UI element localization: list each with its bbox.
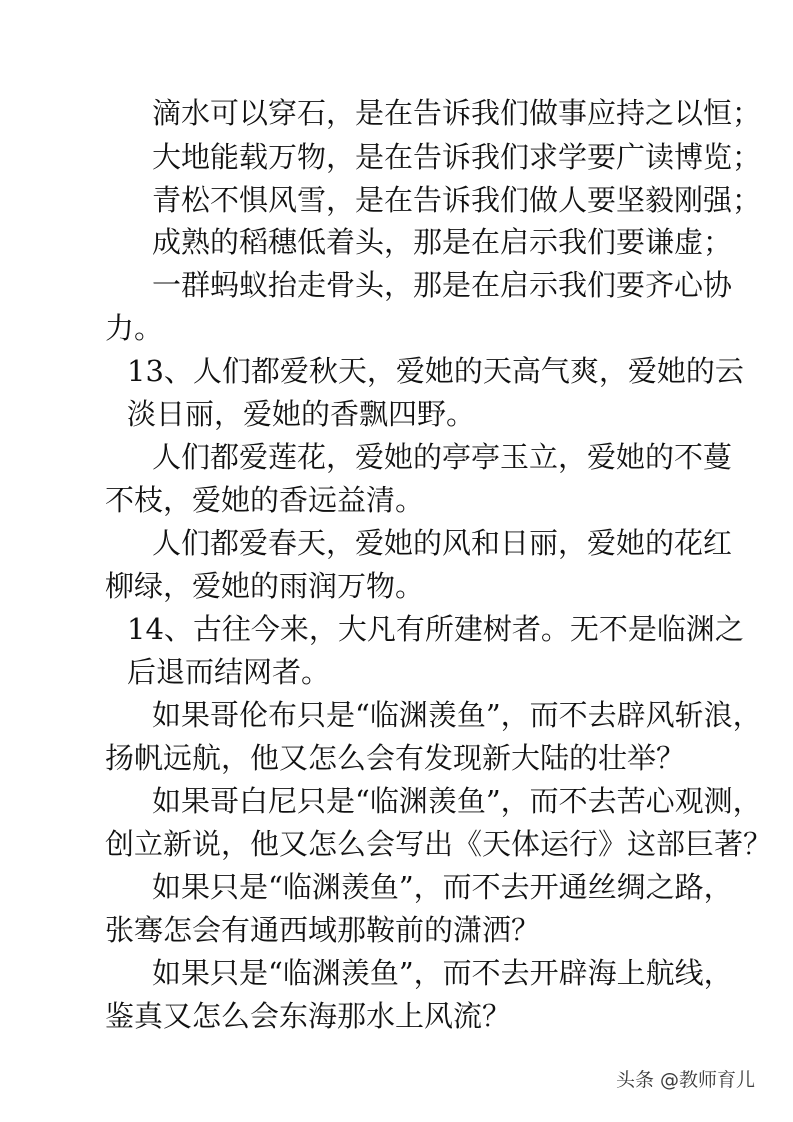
text-line: 柳绿，爱她的雨润万物。	[105, 569, 425, 603]
text-line: 青松不惧风雪，是在告诉我们做人要坚毅刚强；	[152, 183, 762, 217]
text-line: 如果只是“临渊羡鱼”，而不去开通丝绸之路，	[152, 870, 733, 904]
text-line: 后退而结网者。	[127, 655, 331, 689]
text-line: 如果只是“临渊羡鱼”，而不去开辟海上航线，	[152, 956, 733, 990]
text-line: 13、人们都爱秋天，爱她的天高气爽，爱她的云	[127, 354, 744, 388]
text-line: 人们都爱莲花，爱她的亭亭玉立，爱她的不蔓	[152, 440, 733, 474]
text-line: 不枝，爱她的香远益清。	[105, 483, 425, 517]
text-line: 鉴真又怎么会东海那水上风流？	[105, 999, 512, 1033]
text-line: 如果哥白尼只是“临渊羡鱼”，而不去苦心观测，	[152, 784, 762, 818]
text-line: 大地能载万物，是在告诉我们求学要广读博览；	[152, 140, 762, 174]
text-line: 淡日丽，爱她的香飘四野。	[127, 397, 476, 431]
text-line: 扬帆远航，他又怎么会有发现新大陆的壮举？	[105, 741, 686, 775]
text-line: 一群蚂蚁抬走骨头，那是在启示我们要齐心协	[152, 268, 733, 302]
text-line: 如果哥伦布只是“临渊羡鱼”，而不去辟风斩浪，	[152, 698, 762, 732]
text-line: 张骞怎会有通西域那鞍前的潇洒？	[105, 913, 541, 947]
text-line: 滴水可以穿石，是在告诉我们做事应持之以恒；	[152, 96, 762, 130]
watermark-text: 头条 @教师育儿	[615, 1069, 755, 1091]
text-line: 成熟的稻穗低着头，那是在启示我们要谦虚；	[152, 225, 733, 259]
text-line: 人们都爱春天，爱她的风和日丽，爱她的花红	[152, 526, 733, 560]
text-line: 力。	[105, 311, 164, 345]
text-line: 创立新说，他又怎么会写出《天体运行》这部巨著？	[105, 827, 773, 861]
text-line: 14、古往今来，大凡有所建树者。无不是临渊之	[127, 612, 744, 646]
